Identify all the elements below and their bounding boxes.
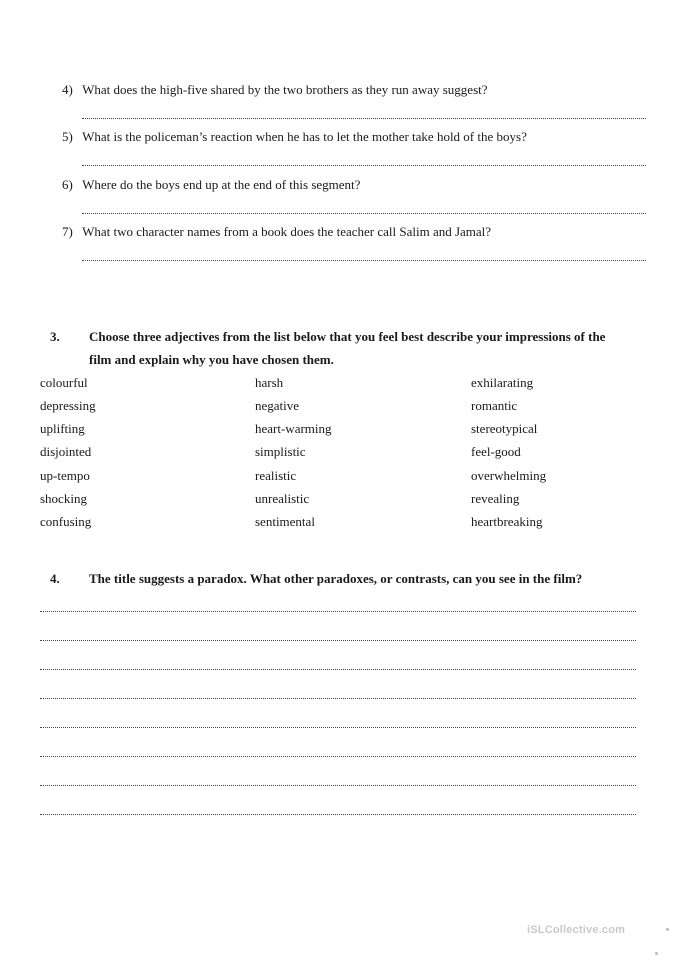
- adjective: up-tempo: [40, 468, 90, 483]
- adjective: colourful: [40, 375, 88, 390]
- answer-line[interactable]: [82, 205, 646, 214]
- question-text: Where do the boys end up at the end of this segment?: [82, 177, 361, 192]
- adjective: realistic: [255, 468, 297, 483]
- adjective: harsh: [255, 375, 284, 390]
- section-3-number: 3.: [50, 329, 60, 344]
- adjective: exhilarating: [471, 375, 534, 390]
- answer-line[interactable]: [40, 603, 636, 612]
- adjective: unrealistic: [255, 491, 310, 506]
- section-4-instruction: The title suggests a paradox. What other paradoxes, or contrasts, can you see in the film?: [89, 571, 583, 586]
- question-5: [62, 129, 527, 145]
- adjective: romantic: [471, 398, 518, 413]
- adjective: simplistic: [255, 444, 306, 459]
- adjective: uplifting: [40, 421, 85, 436]
- answer-line[interactable]: [40, 748, 636, 757]
- adjective: sentimental: [255, 514, 315, 529]
- answer-line[interactable]: [82, 110, 646, 119]
- answer-line[interactable]: [82, 252, 646, 261]
- question-6: [62, 177, 360, 193]
- adjective: depressing: [40, 398, 96, 413]
- question-7: [62, 224, 491, 240]
- question-text: What two character names from a book does the teacher call Salim and Jamal?: [82, 224, 492, 239]
- answer-line[interactable]: [40, 719, 636, 728]
- adjective: disjointed: [40, 444, 92, 459]
- adjective: confusing: [40, 514, 92, 529]
- section-3-instruction-line1: Choose three adjectives from the list below that you feel best describe your impressions of the: [89, 329, 606, 344]
- question-number: 6): [62, 177, 73, 192]
- adjective: overwhelming: [471, 468, 547, 483]
- question-number: 7): [62, 224, 73, 239]
- answer-line[interactable]: [40, 690, 636, 699]
- question-number: 5): [62, 129, 73, 144]
- adjective: heart-warming: [255, 421, 332, 436]
- section-4-number: 4.: [50, 571, 60, 586]
- answer-line[interactable]: [40, 632, 636, 641]
- question-4: [62, 82, 488, 98]
- question-text: What does the high-five shared by the two brothers as they run away suggest?: [82, 82, 488, 97]
- adjective: heartbreaking: [471, 514, 543, 529]
- adjective: negative: [255, 398, 300, 413]
- decorative-dot: [655, 952, 658, 955]
- answer-line[interactable]: [40, 661, 636, 670]
- watermark: iSLCollective.com: [527, 924, 626, 936]
- answer-line[interactable]: [82, 157, 646, 166]
- adjective: revealing: [471, 491, 520, 506]
- adjective: shocking: [40, 491, 87, 506]
- section-3-instruction-line2: film and explain why you have chosen them.: [89, 352, 334, 367]
- question-number: 4): [62, 82, 73, 97]
- answer-line[interactable]: [40, 777, 636, 786]
- decorative-dot: [666, 928, 669, 931]
- adjective: feel-good: [471, 444, 521, 459]
- question-text: What is the policeman’s reaction when he has to let the mother take hold of the boys?: [82, 129, 527, 144]
- answer-line[interactable]: [40, 806, 636, 815]
- adjective: stereotypical: [471, 421, 538, 436]
